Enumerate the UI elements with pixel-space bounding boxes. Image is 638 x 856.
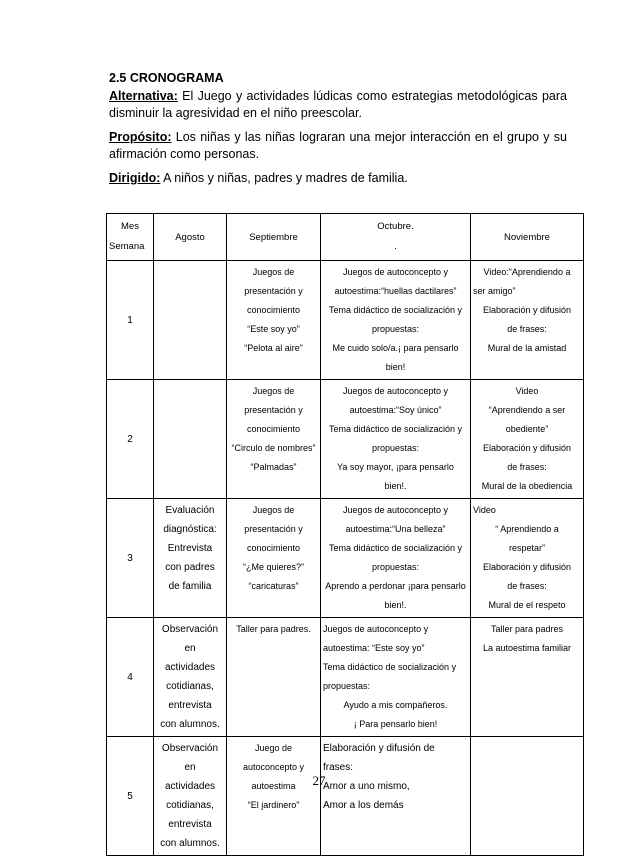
cell-line: de frases: bbox=[507, 462, 547, 472]
proposito-text: Los niñas y las niñas lograran una mejor interacción en el grupo y su afirmación como personas. bbox=[109, 130, 567, 161]
cell-line: conocimiento bbox=[246, 543, 301, 553]
cell-line: ser amigo” bbox=[473, 286, 516, 296]
proposito-paragraph bbox=[109, 129, 567, 163]
cell-line: Elaboración y difusión bbox=[482, 562, 572, 572]
header-mes-semana bbox=[107, 214, 154, 261]
cell-semana: 1 bbox=[107, 261, 154, 380]
alternativa-paragraph bbox=[109, 88, 567, 122]
cell-line: conocimiento bbox=[246, 305, 301, 315]
cell-line: Ya soy mayor, ¡para pensarlo bbox=[337, 462, 454, 472]
cell-line: actividades bbox=[164, 662, 216, 673]
cell-line: Observación bbox=[161, 743, 219, 754]
cell-line: entrevista bbox=[168, 700, 212, 711]
cell-agosto bbox=[154, 261, 227, 380]
cell-line: propuestas: bbox=[323, 681, 371, 691]
cell-line: bien!. bbox=[384, 600, 407, 610]
cell-agosto bbox=[154, 737, 227, 856]
cell-line: autoestima:“Una belleza” bbox=[345, 524, 446, 534]
cell-line: Mural de la amistad bbox=[487, 343, 567, 353]
header-octubre-mark: . bbox=[394, 241, 397, 252]
cell-line: autoestima bbox=[251, 781, 296, 791]
cell-line: cotidianas, bbox=[166, 800, 214, 811]
cell-line: frases: bbox=[323, 762, 354, 773]
cell-line: Tema didáctico de socialización y bbox=[328, 543, 463, 553]
cell-line: Tema didáctico de socialización y bbox=[328, 424, 463, 434]
cell-line: propuestas: bbox=[371, 443, 420, 453]
cell-agosto bbox=[154, 618, 227, 737]
cell-line: Aprendo a perdonar ¡para pensarlo bbox=[325, 581, 466, 591]
cell-noviembre bbox=[471, 618, 584, 737]
table-row bbox=[107, 499, 584, 618]
cell-line: Juegos de autoconcepto y bbox=[342, 505, 449, 515]
cell-line: Juegos de autoconcepto y bbox=[342, 386, 449, 396]
table-row bbox=[107, 261, 584, 380]
cell-line: Elaboración y difusión de bbox=[323, 743, 435, 754]
cell-line: bien! bbox=[385, 362, 406, 372]
cell-line: “El jardinero” bbox=[247, 800, 300, 810]
table-header-row bbox=[107, 214, 584, 261]
cell-semana: 4 bbox=[107, 618, 154, 737]
cell-line: actividades bbox=[164, 781, 216, 792]
header-septiembre: Septiembre bbox=[227, 214, 321, 261]
cell-line: en bbox=[184, 643, 196, 654]
cell-line: con alumnos. bbox=[160, 719, 220, 730]
cell-line: Taller para padres. bbox=[236, 624, 311, 634]
cell-agosto bbox=[154, 499, 227, 618]
cell-line: Amor a los demás bbox=[323, 800, 404, 811]
cell-line: autoestima: “Este soy yo” bbox=[323, 643, 425, 653]
cell-line: propuestas: bbox=[371, 562, 420, 572]
cell-line: Mural de la obediencia bbox=[481, 481, 573, 491]
header-agosto: Agosto bbox=[154, 214, 227, 261]
cell-line: Juego de bbox=[254, 743, 293, 753]
cell-septiembre bbox=[227, 737, 321, 856]
cell-line: autoconcepto y bbox=[242, 762, 305, 772]
cell-line: Elaboración y difusión bbox=[482, 305, 572, 315]
cell-semana: 2 bbox=[107, 380, 154, 499]
cell-septiembre bbox=[227, 261, 321, 380]
cell-line: Video bbox=[473, 505, 496, 515]
cell-line: “caricaturas” bbox=[248, 581, 299, 591]
header-octubre bbox=[321, 214, 471, 261]
cell-line: “¿Me quieres?” bbox=[242, 562, 305, 572]
cell-line: Tema didáctico de socialización y bbox=[323, 662, 457, 672]
cell-line: Observación bbox=[161, 624, 219, 635]
cell-line: presentación y bbox=[244, 286, 303, 296]
cell-line: de frases: bbox=[507, 581, 547, 591]
cell-line: Ayudo a mis compañeros. bbox=[343, 700, 448, 710]
cell-line: presentación y bbox=[244, 524, 303, 534]
cell-line: Juegos de bbox=[252, 267, 295, 277]
header-noviembre: Noviembre bbox=[471, 214, 584, 261]
alternativa-label: Alternativa: bbox=[109, 89, 178, 103]
cell-line: “Este soy yo” bbox=[247, 324, 300, 334]
cell-line: obediente” bbox=[505, 424, 549, 434]
cell-line: conocimiento bbox=[246, 424, 301, 434]
cell-line: “Circulo de nombres” bbox=[231, 443, 316, 453]
page-number: 27 bbox=[312, 773, 326, 788]
cell-line: con alumnos. bbox=[160, 838, 220, 849]
cell-noviembre bbox=[471, 737, 584, 856]
cell-line: Amor a uno mismo, bbox=[323, 781, 410, 792]
cell-octubre bbox=[321, 618, 471, 737]
cell-line: bien!. bbox=[384, 481, 407, 491]
cell-line: con padres bbox=[165, 562, 215, 573]
header-mes: Mes bbox=[121, 221, 139, 232]
alternativa-text: El Juego y actividades lúdicas como estrategias metodológicas para disminuir la agresividad en el niño preescolar. bbox=[109, 89, 567, 120]
cell-noviembre bbox=[471, 380, 584, 499]
cell-line: autoestima:“huellas dactilares” bbox=[334, 286, 457, 296]
cell-semana: 5 bbox=[107, 737, 154, 856]
cell-line: Entrevista bbox=[167, 543, 213, 554]
cell-line: respetar” bbox=[508, 543, 545, 553]
cell-octubre bbox=[321, 380, 471, 499]
cell-line: “Aprendiendo a ser bbox=[488, 405, 566, 415]
dirigido-paragraph bbox=[109, 170, 567, 187]
cell-septiembre bbox=[227, 618, 321, 737]
cronograma-table-body bbox=[107, 214, 584, 856]
cell-line: “ Aprendiendo a bbox=[495, 524, 559, 534]
cell-line: Juegos de bbox=[252, 505, 295, 515]
cell-line: de familia bbox=[168, 581, 212, 592]
cronograma-table bbox=[106, 213, 584, 856]
cell-line: Elaboración y difusión bbox=[482, 443, 572, 453]
cell-noviembre bbox=[471, 499, 584, 618]
cell-line: “Pelota al aire” bbox=[244, 343, 303, 353]
cell-octubre bbox=[321, 737, 471, 856]
cell-line: Juegos de autoconcepto y bbox=[342, 267, 449, 277]
header-semana: Semana bbox=[109, 241, 145, 252]
table-row bbox=[107, 618, 584, 737]
cell-line: Juegos de autoconcepto y bbox=[323, 624, 429, 634]
cell-septiembre bbox=[227, 380, 321, 499]
cell-line: de frases: bbox=[507, 324, 547, 334]
cell-line: Juegos de bbox=[252, 386, 295, 396]
cell-line: ¡ Para pensarlo bien! bbox=[353, 719, 438, 729]
cell-line: Me cuido solo/a.¡ para pensarlo bbox=[332, 343, 459, 353]
dirigido-label: Dirigido: bbox=[109, 171, 161, 185]
cell-noviembre bbox=[471, 261, 584, 380]
dirigido-text: A niños y niñas, padres y madres de familia. bbox=[160, 171, 408, 185]
header-octubre-label: Octubre. bbox=[377, 221, 414, 232]
cell-line: presentación y bbox=[244, 405, 303, 415]
cell-line: autoestima:“Soy único” bbox=[349, 405, 442, 415]
cell-octubre bbox=[321, 261, 471, 380]
cell-line: propuestas: bbox=[371, 324, 420, 334]
cell-line: diagnóstica: bbox=[163, 524, 217, 535]
cell-line: Mural de el respeto bbox=[488, 600, 566, 610]
cell-agosto bbox=[154, 380, 227, 499]
cell-semana: 3 bbox=[107, 499, 154, 618]
cell-line: La autoestima familiar bbox=[482, 643, 572, 653]
table-row bbox=[107, 380, 584, 499]
cell-line: Evaluación bbox=[165, 505, 215, 516]
cell-octubre bbox=[321, 499, 471, 618]
proposito-label: Propósito: bbox=[109, 130, 172, 144]
cell-line: Video:“Aprendiendo a bbox=[483, 267, 571, 277]
cell-line: entrevista bbox=[168, 819, 212, 830]
cell-line: Tema didáctico de socialización y bbox=[328, 305, 463, 315]
cell-line: en bbox=[184, 762, 196, 773]
cell-line: cotidianas, bbox=[166, 681, 214, 692]
cell-line: Video bbox=[515, 386, 539, 396]
cell-septiembre bbox=[227, 499, 321, 618]
cell-line: “Palmadas” bbox=[250, 462, 297, 472]
table-row bbox=[107, 737, 584, 856]
cell-line: Taller para padres bbox=[490, 624, 564, 634]
section-heading: 2.5 CRONOGRAMA bbox=[109, 71, 224, 85]
